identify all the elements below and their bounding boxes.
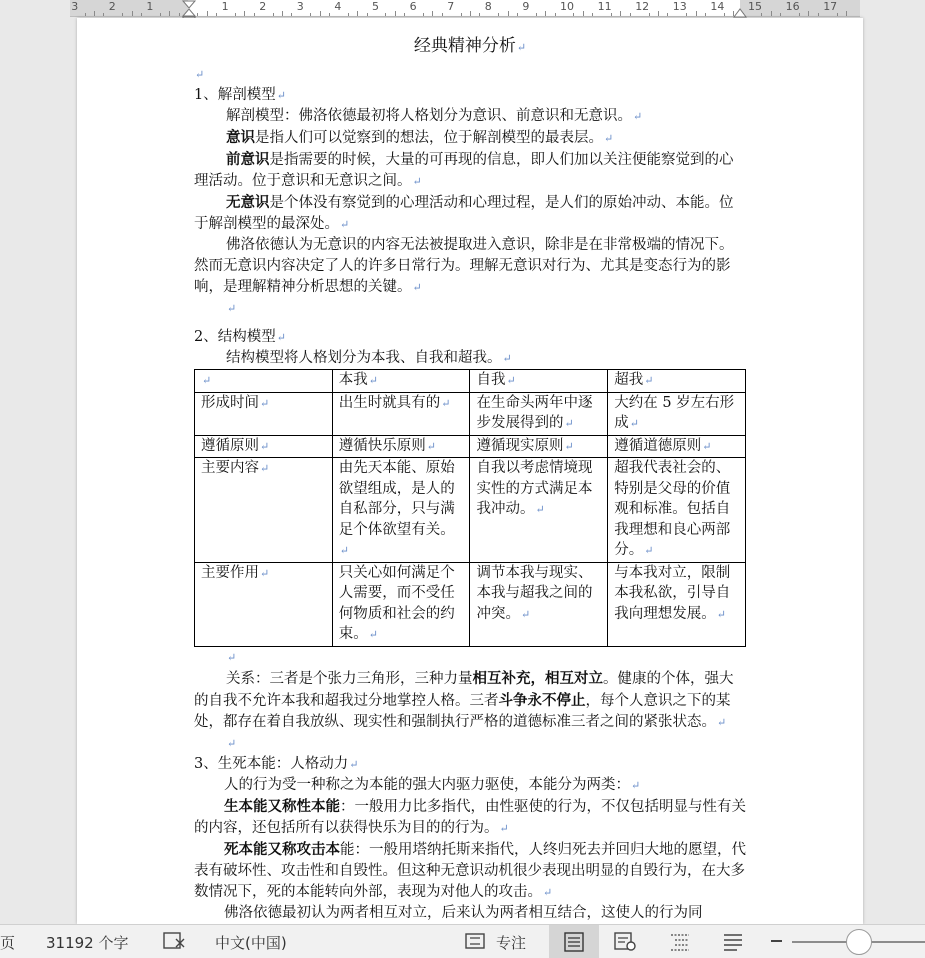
table-cell[interactable]: 在生命头两年中逐步发展得到的↵ — [470, 392, 608, 435]
ruler-number: 3 — [296, 0, 304, 13]
personality-structure-table[interactable] — [194, 369, 746, 647]
section3-intro: 人的行为受一种称之为本能的强大内驱力驱使，本能分为两类：↵ — [224, 776, 641, 793]
ruler-tick — [432, 11, 433, 16]
ruler-tick — [573, 13, 574, 16]
ruler-tick — [517, 13, 518, 16]
ruler-tick — [169, 11, 170, 16]
table-cell[interactable]: 超我↵ — [608, 370, 746, 393]
ruler-tick — [395, 11, 396, 16]
conscious-paragraph: 意识是指人们可以觉察到的想法，位于解剖模型的最表层。↵ — [226, 129, 614, 146]
table-cell[interactable]: 遵循道德原则↵ — [608, 435, 746, 458]
ruler-tick — [329, 13, 330, 16]
print-layout-icon — [562, 931, 586, 953]
section1-heading: 1、解剖模型↵ — [194, 87, 286, 103]
ruler-tick — [667, 13, 668, 16]
ruler-tick — [235, 13, 236, 16]
ruler-tick — [780, 13, 781, 16]
table-row — [195, 458, 746, 563]
ruler-tick — [630, 13, 631, 16]
outline-view-icon[interactable] — [668, 930, 692, 952]
ruler-tick — [122, 13, 123, 16]
table-cell[interactable]: 形成时间↵ — [195, 392, 333, 435]
empty-paragraph: ↵ — [227, 650, 237, 664]
ruler-number: 16 — [785, 0, 800, 13]
table-cell[interactable]: 由先天本能、原始欲望组成，是人的自私部分，只与满足个体欲望有关。↵ — [332, 458, 470, 563]
ruler-tick — [348, 13, 349, 16]
zoom-out-button[interactable] — [771, 940, 782, 942]
ruler-tick — [837, 13, 838, 16]
ruler-tick — [442, 13, 443, 16]
ruler-tick — [470, 11, 471, 16]
table-cell[interactable]: 只关心如何满足个人需要，而不受任何物质和社会的约束。↵ — [332, 562, 470, 646]
ruler-tick — [461, 13, 462, 16]
language-indicator[interactable]: 中文(中国) — [215, 934, 287, 952]
section1-intro: 解剖模型：佛洛依德最初将人格划分为意识、前意识和无意识。↵ — [226, 108, 643, 124]
ruler-number: 4 — [334, 0, 342, 13]
ruler-tick — [85, 13, 86, 16]
ruler-tick — [357, 11, 358, 16]
ruler-tick — [799, 13, 800, 16]
ruler-tick — [423, 13, 424, 16]
life-instinct-paragraph: 生本能又称性本能：一般用力比多指代，由性驱使的行为，不仅包括明显与性有关的内容，还包括所有以获得快乐为目的的行为。↵ — [194, 797, 746, 836]
ruler-tick — [282, 11, 283, 16]
ruler-tick — [592, 13, 593, 16]
table-row — [195, 435, 746, 458]
table-cell[interactable]: 主要内容↵ — [195, 458, 333, 563]
table-cell[interactable]: 大约在 5 岁左右形成↵ — [608, 392, 746, 435]
death-instinct-paragraph: 死本能又称攻击本能：一般用塔纳托斯来指代，人终归死去并回归大地的愿望，代表有破坏性、攻击性和自毁性。但这种无意识动机很少表现出明显的自毁行为，在大多数情况下，死的本能转向外部，表现为对他人的攻击。↵ — [194, 840, 746, 900]
ruler-tick — [583, 11, 584, 16]
table-cell[interactable]: 遵循原则↵ — [195, 435, 333, 458]
table-cell[interactable]: 与本我对立，限制本我私欲，引导自我向理想发展。↵ — [608, 562, 746, 646]
horizontal-ruler[interactable] — [0, 0, 925, 18]
table-header-row — [195, 370, 746, 393]
ruler-number: 15 — [748, 0, 762, 13]
section3-heading: 3、生死本能：人格动力↵ — [194, 755, 359, 772]
ruler-number: 2 — [108, 0, 116, 13]
ruler-number: 14 — [710, 0, 725, 13]
focus-mode-button[interactable]: 专注 — [496, 934, 527, 952]
ruler-number: 12 — [635, 0, 650, 13]
ruler-tick — [846, 11, 847, 16]
ruler-tick — [620, 11, 621, 16]
ruler-tick — [705, 13, 706, 16]
freud-instinct-paragraph: 佛洛依德最初认为两者相互对立，后来认为两者相互结合，这使人的行为同 — [224, 904, 703, 921]
table-cell[interactable]: 本我↵ — [332, 370, 470, 393]
ruler-number: 2 — [259, 0, 267, 13]
ruler-number: 10 — [560, 0, 574, 13]
ruler-number: 1 — [221, 0, 229, 13]
ruler-tick — [686, 13, 687, 16]
right-indent-marker-icon[interactable] — [732, 4, 748, 18]
ruler-tick — [291, 13, 292, 16]
ruler-number: 8 — [484, 0, 492, 13]
ruler-tick — [385, 13, 386, 16]
ruler-number: 7 — [447, 0, 455, 13]
table-cell[interactable]: 自我以考虑情境现实性的方式满足本我冲动。↵ — [470, 458, 608, 563]
ruler-left-margin — [70, 0, 188, 16]
draft-view-icon[interactable] — [721, 930, 745, 952]
ruler-tick — [207, 11, 208, 16]
ruler-number: 1 — [146, 0, 154, 13]
ruler-tick — [545, 11, 546, 16]
ruler-tick — [179, 13, 180, 16]
ruler-tick — [367, 13, 368, 16]
table-cell[interactable]: 遵循现实原则↵ — [470, 435, 608, 458]
empty-paragraph: ↵ — [227, 302, 237, 315]
document-body[interactable] — [194, 18, 746, 924]
ruler-number: 6 — [409, 0, 417, 13]
ruler-tick — [216, 13, 217, 16]
document-page[interactable] — [77, 18, 863, 924]
ruler-tick — [273, 13, 274, 16]
table-cell[interactable]: 自我↵ — [470, 370, 608, 393]
empty-paragraph: ↵ — [195, 68, 205, 81]
print-layout-view-button[interactable] — [549, 925, 599, 958]
table-cell[interactable]: ↵ — [195, 370, 333, 393]
document-title: 经典精神分析↵ — [413, 36, 527, 56]
page-indicator[interactable]: 页 — [0, 934, 16, 952]
ruler-tick — [132, 11, 133, 16]
word-count[interactable]: 31192 个字 — [46, 934, 129, 952]
ruler-tick — [771, 11, 772, 16]
ruler-tick — [94, 11, 95, 16]
ruler-tick — [808, 11, 809, 16]
ruler-number: 9 — [522, 0, 530, 13]
ruler-tick — [508, 11, 509, 16]
preconscious-paragraph: 前意识是指需要的时候，大量的可再现的信息，即人们加以关注便能察觉到的心理活动。位于意识和无意识之间。↵ — [194, 151, 734, 189]
ruler-number: 5 — [372, 0, 379, 13]
ruler-tick — [611, 13, 612, 16]
read-mode-icon[interactable] — [613, 930, 637, 952]
table-row — [195, 562, 746, 646]
ruler-tick — [254, 13, 255, 16]
proofing-icon[interactable] — [162, 930, 186, 952]
empty-paragraph: ↵ — [227, 736, 237, 750]
ruler-tick — [244, 11, 245, 16]
ruler-tick — [761, 13, 762, 16]
ruler-tick — [103, 13, 104, 16]
ruler-tick — [536, 13, 537, 16]
ruler-tick — [658, 11, 659, 16]
ruler-number: 17 — [823, 0, 838, 13]
ruler-number: 13 — [672, 0, 687, 13]
table-cell[interactable]: 超我代表社会的、特别是父母的价值观和标准。包括自我理想和良心两部分。↵ — [608, 458, 746, 563]
ruler-tick — [696, 11, 697, 16]
zoom-slider-thumb[interactable] — [846, 929, 872, 955]
ruler-tick — [160, 13, 161, 16]
ruler-tick — [197, 13, 198, 16]
ruler-tick — [320, 11, 321, 16]
ruler-tick — [724, 13, 725, 16]
ruler-tick — [498, 13, 499, 16]
table-cell[interactable]: 出生时就具有的↵ — [332, 392, 470, 435]
table-cell[interactable]: 遵循快乐原则↵ — [332, 435, 470, 458]
unconscious-paragraph: 无意识是个体没有察觉到的心理活动和心理过程，是人们的原始冲动、本能。位于解剖模型的最深处。↵ — [194, 194, 734, 232]
ruler-tick — [141, 13, 142, 16]
focus-icon[interactable] — [463, 930, 487, 952]
ruler-tick — [404, 13, 405, 16]
ruler-tick — [555, 13, 556, 16]
table-cell[interactable]: 调节本我与现实、本我与超我之间的冲突。↵ — [470, 562, 608, 646]
table-cell[interactable]: 主要作用↵ — [195, 562, 333, 646]
table-row — [195, 392, 746, 435]
ruler-tick — [649, 13, 650, 16]
section2-intro: 结构模型将人格划分为本我、自我和超我。↵ — [226, 350, 512, 366]
section2-heading: 2、结构模型↵ — [194, 329, 286, 345]
status-bar — [0, 924, 925, 958]
freud-paragraph: 佛洛依德认为无意识的内容无法被提取进入意识，除非是在非常极端的情况下。然而无意识内容决定了人的许多日常行为。理解无意识对行为、尤其是变态行为的影响，是理解精神分析思想的关键。↵ — [194, 237, 734, 295]
ruler-number: 11 — [597, 0, 612, 13]
relation-paragraph: 关系：三者是个张力三角形，三种力量相互补充，相互对立。健康的个体，强大的自我不允许本我和超我过分地掌控人格。三者斗争永不停止，每个人意识之下的某处，都存在着自我放纵、现实性和强制执行严格的道德标准三者之间的紧张状态。↵ — [194, 669, 734, 730]
ruler-number: 3 — [71, 0, 79, 13]
ruler-tick — [310, 13, 311, 16]
ruler-tick — [479, 13, 480, 16]
ruler-tick — [818, 13, 819, 16]
